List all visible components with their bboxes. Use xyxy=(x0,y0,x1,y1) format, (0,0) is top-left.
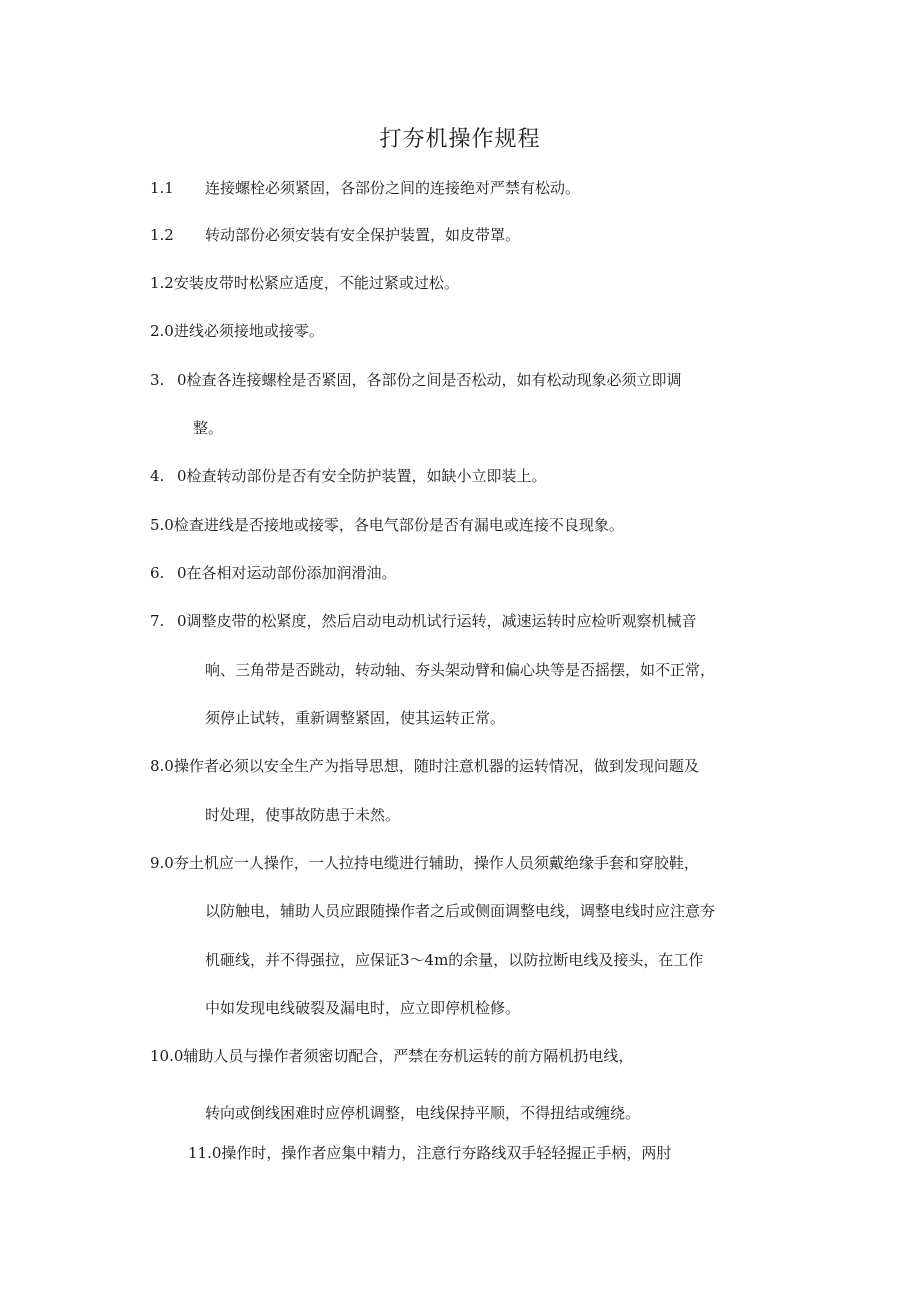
rule-text: 5.0检查进线是否接地或接零，各电气部份是否有漏电或连接不良现象。 xyxy=(150,516,624,534)
rule-text: 机砸线，并不得强拉，应保证3～4m的余量，以防拉断电线及接头，在工作 xyxy=(205,951,704,969)
rule-line xyxy=(205,998,520,1018)
rule-number: 3. xyxy=(150,371,165,389)
rule-line xyxy=(150,853,699,873)
rule-line xyxy=(150,515,624,535)
rule-text: 响、三角带是否跳动，转动轴、夯头架动臂和偏心块等是否摇摆，如不正常， xyxy=(205,661,716,679)
rule-line xyxy=(150,273,459,293)
rule-line xyxy=(205,805,400,825)
rule-line xyxy=(150,466,547,486)
rule-text: 0检查各连接螺栓是否紧固，各部份之间是否松动，如有松动现象必须立即调 xyxy=(177,371,682,389)
rule-line xyxy=(193,418,223,438)
rule-text: 0调整皮带的松紧度，然后启动电动机试行运转，减速运转时应检听观察机械音 xyxy=(177,612,697,630)
rule-text: 连接螺栓必须紧固，各部份之间的连接绝对严禁有松动。 xyxy=(205,179,581,197)
rule-text: 8.0操作者必须以安全生产为指导思想，随时注意机器的运转情况，做到发现问题及 xyxy=(150,757,699,775)
rule-number: 6. xyxy=(150,564,165,582)
rule-line xyxy=(205,708,505,728)
rule-line xyxy=(150,563,397,583)
rule-number: 4. xyxy=(150,467,165,485)
rule-line xyxy=(150,1046,633,1066)
document-title: 打夯机操作规程 xyxy=(379,127,541,152)
rule-text: 9.0夯土机应一人操作，一人拉持电缆进行辅助，操作人员须戴绝缘手套和穿胶鞋， xyxy=(150,854,699,872)
rule-line xyxy=(150,611,697,631)
rule-number: 1.2 xyxy=(150,226,174,244)
rule-text: 10.0辅助人员与操作者须密切配合，严禁在夯机运转的前方隔机扔电线， xyxy=(150,1047,634,1065)
rule-line xyxy=(150,756,699,776)
rule-text: 转动部份必须安装有安全保护装置，如皮带罩。 xyxy=(205,226,521,244)
rule-line xyxy=(205,901,715,921)
rule-line xyxy=(150,370,682,390)
rule-text: 2.0进线必须接地或接零。 xyxy=(150,322,324,340)
rule-line xyxy=(205,950,703,970)
rule-text: 时处理，使事故防患于未然。 xyxy=(205,806,401,824)
rule-line xyxy=(150,225,520,245)
rule-text: 须停止试转，重新调整紧固，使其运转正常。 xyxy=(205,709,506,727)
rule-text: 整。 xyxy=(193,419,224,437)
rule-text: 1.2安装皮带时松紧应适度，不能过紧或过松。 xyxy=(150,274,459,292)
rule-number: 7. xyxy=(150,612,165,630)
rule-text: 11.0操作时，操作者应集中精力，注意行夯路线双手轻轻握正手柄，两肘 xyxy=(188,1144,672,1162)
rule-text: 以防触电，辅助人员应跟随操作者之后或侧面调整电线，调整电线时应注意夯 xyxy=(205,902,716,920)
rule-text: 中如发现电线破裂及漏电时，应立即停机检修。 xyxy=(205,999,521,1017)
rule-line xyxy=(188,1143,671,1163)
rule-number: 1.1 xyxy=(150,179,174,197)
rule-line xyxy=(150,178,580,198)
rule-text: 0在各相对运动部份添加润滑油。 xyxy=(177,564,397,582)
rule-line xyxy=(150,321,324,341)
rule-text: 转向或倒线困难时应停机调整，电线保持平顺，不得扭结或缠绕。 xyxy=(205,1104,641,1122)
rule-line xyxy=(205,660,715,680)
rule-line xyxy=(205,1103,640,1123)
rule-text: 0检查转动部份是否有安全防护装置，如缺小立即装上。 xyxy=(177,467,547,485)
